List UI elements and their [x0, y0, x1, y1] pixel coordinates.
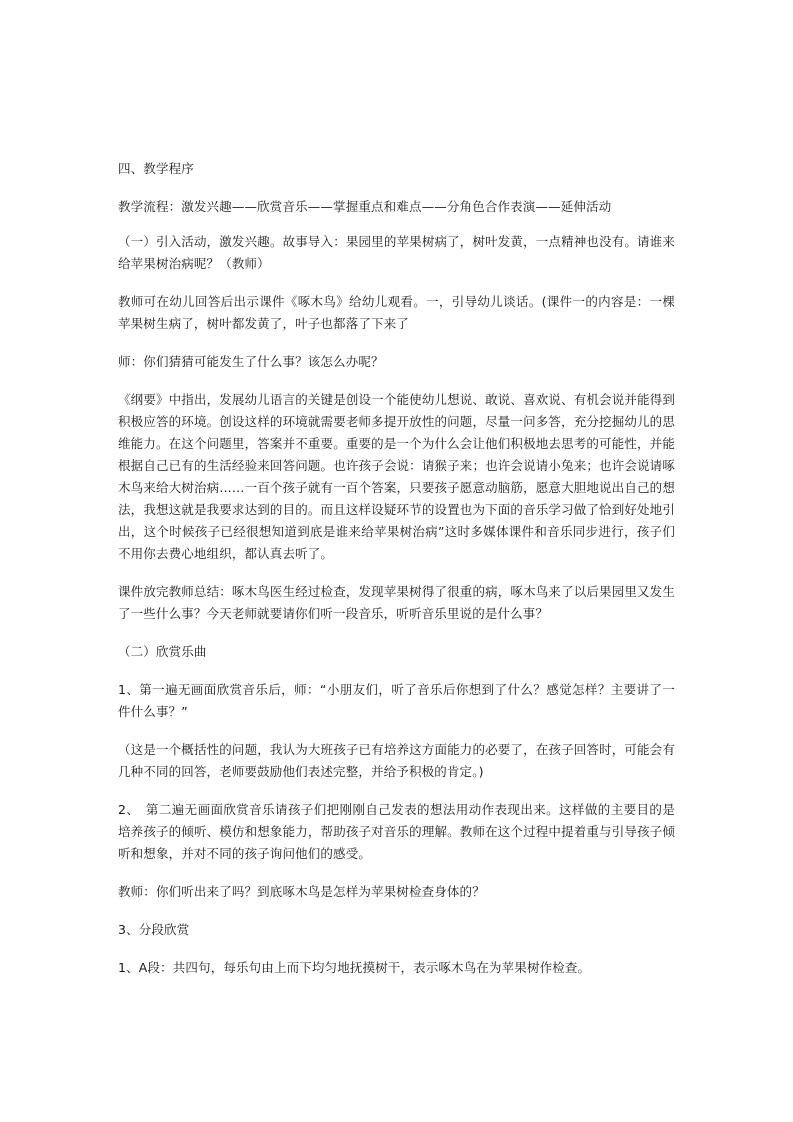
outline-paragraph: 《纲要》中指出，发展幼儿语言的关键是创设一个能使幼儿想说、敢说、喜欢说、有机会说并能得到积极应答的环境。创设这样的环境就需要老师多提开放性的问题，尽量一问多答，充分挖掘幼儿的思维能力。在这个问题里，答案并不重要。重要的是一个为什么会让他们积极地去思考的可能性，并能根据自己已有的生活经验来回答问题。也许孩子会说：请猴子来；也许会说请小兔来；也许会说请啄木鸟来给大树治病……一百个孩子就有一百个答案，只要孩子愿意动脑筋，愿意大胆地说出自己的想法，我想这就是我要求达到的目的。而且这样设疑环节的设置也为下面的音乐学习做了恰到好处地引出，这个时候孩子已经很想知道到底是谁来给苹果树治病”这时多媒体课件和音乐同步进行，孩子们不用你去费心地组织，都认真去听了。 — [118, 392, 675, 561]
step1-note: （这是一个概括性的问题，我认为大班孩子已有培养这方面能力的必要了，在孩子回答时，可能会有几种不同的回答，老师要鼓励他们表述完整，并给予积极的肯定。) — [118, 742, 675, 779]
teaching-flow: 教学流程：激发兴趣——欣赏音乐——掌握重点和难点——分角色合作表演——延伸活动 — [118, 199, 612, 214]
section-a-paragraph: 1、A段：共四句，每乐句由上而下均匀地抚摸树干，表示啄木鸟在为苹果树作检查。 — [118, 960, 591, 975]
part2-heading: （二）欣赏乐曲 — [118, 644, 207, 659]
step3-heading: 3、分段欣赏 — [118, 922, 190, 937]
summary-paragraph: 课件放完教师总结：啄木鸟医生经过检查，发现苹果树得了很重的病，啄木鸟来了以后果园里又发生了一些什么事？今天老师就要请你们听一段音乐，听听音乐里说的是什么事？ — [118, 584, 675, 621]
step1-paragraph: 1、第一遍无画面欣赏音乐后，师：“小朋友们，听了音乐后你想到了什么？感觉怎样？主要讲了一件什么事？” — [118, 682, 675, 719]
teacher-question-2: 教师：你们听出来了吗？到底啄木鸟是怎样为苹果树检查身体的？ — [118, 884, 485, 899]
part1-intro: （一）引入活动，激发兴趣。故事导入：果园里的苹果树病了，树叶发黄，一点精神也没有。请谁来给苹果树治病呢？（教师） — [118, 234, 675, 271]
section-heading: 四、教学程序 — [118, 161, 194, 176]
step2-paragraph: 2、 第二遍无画面欣赏音乐请孩子们把刚刚自己发表的想法用动作表现出来。这样做的主要目的是培养孩子的倾听、模仿和想象能力，帮助孩子对音乐的理解。教师在这个过程中提着重与引导孩子倾听和想象，并对不同的孩子询问他们的感受。 — [118, 802, 675, 861]
teacher-question: 师：你们猜猜可能发生了什么事？该怎么办呢？ — [118, 354, 384, 369]
teacher-show-paragraph: 教师可在幼儿回答后出示课件《啄木鸟》给幼儿观看。一，引导幼儿谈话。(课件一的内容是：一棵苹果树生病了，树叶都发黄了，叶子也都落了下来了 — [118, 294, 675, 331]
